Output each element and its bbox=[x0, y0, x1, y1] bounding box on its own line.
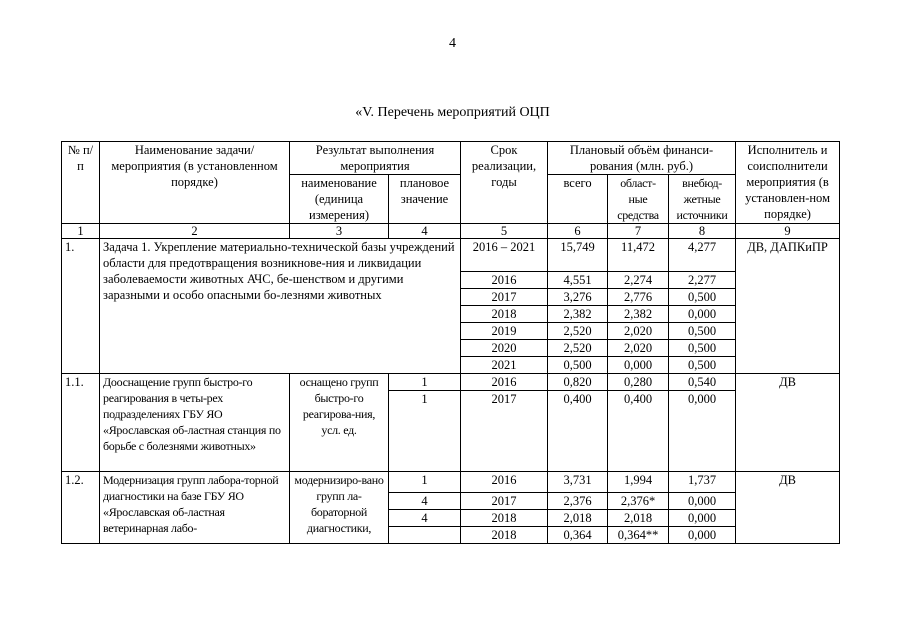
year-cell: 2017 bbox=[461, 493, 548, 510]
regional-cell: 2,020 bbox=[608, 323, 669, 340]
regional-cell: 0,364** bbox=[608, 527, 669, 544]
regional-cell: 2,274 bbox=[608, 272, 669, 289]
year-cell: 2016 bbox=[461, 472, 548, 493]
total-cell: 4,551 bbox=[548, 272, 608, 289]
year-cell: 2019 bbox=[461, 323, 548, 340]
executor-cell: ДВ bbox=[736, 374, 840, 472]
header-result-value: плановое значение bbox=[389, 175, 461, 224]
year-cell: 2018 bbox=[461, 527, 548, 544]
header-extra: внебюд-жетные источники bbox=[669, 175, 736, 224]
year-cell: 2018 bbox=[461, 510, 548, 527]
executor-cell: ДВ, ДАПКиПР bbox=[736, 239, 840, 374]
task-name: Задача 1. Укрепление материально-технической базы учреждений области для предотвращения возникнове-ния и ликвидации заболеваемости животных АЧС, бе-шенством и другими заразными и особо опасными бо-лезнями животных bbox=[100, 239, 461, 374]
total-cell: 0,820 bbox=[548, 374, 608, 391]
total-cell: 0,500 bbox=[548, 357, 608, 374]
measure-name: Дооснащение групп быстро-го реагирования в четы-рех подразделениях ГБУ ЯО «Ярославская об-ластная станция по борьбе с болезнями животных» bbox=[100, 374, 290, 472]
col-number: 4 bbox=[389, 224, 461, 239]
col-number: 8 bbox=[669, 224, 736, 239]
extra-cell: 0,000 bbox=[669, 391, 736, 472]
executor-cell: ДВ bbox=[736, 472, 840, 544]
plan-value-cell: 4 bbox=[389, 493, 461, 510]
plan-value-cell bbox=[389, 527, 461, 544]
regional-cell: 2,376* bbox=[608, 493, 669, 510]
extra-cell: 0,500 bbox=[669, 289, 736, 306]
year-cell: 2018 bbox=[461, 306, 548, 323]
header-executor: Исполнитель и соисполнители мероприятия (в установлен-ном порядке) bbox=[736, 142, 840, 224]
regional-cell: 0,000 bbox=[608, 357, 669, 374]
header-total: всего bbox=[548, 175, 608, 224]
year-cell: 2017 bbox=[461, 289, 548, 306]
regional-cell: 2,020 bbox=[608, 340, 669, 357]
regional-cell: 2,776 bbox=[608, 289, 669, 306]
document-title: «V. Перечень мероприятий ОЦП bbox=[355, 105, 550, 120]
total-cell: 3,731 bbox=[548, 472, 608, 493]
header-term: Срок реализации, годы bbox=[461, 142, 548, 224]
plan-value-cell: 1 bbox=[389, 472, 461, 493]
regional-cell: 2,018 bbox=[608, 510, 669, 527]
col-number: 9 bbox=[736, 224, 840, 239]
total-cell: 15,749 bbox=[548, 239, 608, 272]
page-number: 4 bbox=[449, 36, 456, 51]
extra-cell: 0,000 bbox=[669, 493, 736, 510]
extra-cell: 0,000 bbox=[669, 527, 736, 544]
regional-cell: 1,994 bbox=[608, 472, 669, 493]
year-cell: 2016 bbox=[461, 374, 548, 391]
extra-cell: 1,737 bbox=[669, 472, 736, 493]
header-num: № п/п bbox=[62, 142, 100, 224]
measures-table bbox=[61, 141, 840, 544]
extra-cell: 0,000 bbox=[669, 306, 736, 323]
col-number: 3 bbox=[290, 224, 389, 239]
header-regional: област-ные средства bbox=[608, 175, 669, 224]
total-cell: 3,276 bbox=[548, 289, 608, 306]
total-cell: 0,400 bbox=[548, 391, 608, 472]
measure-name: Модернизация групп лабора-торной диагностики на базе ГБУ ЯО «Ярославская об-ластная ветеринарная лабо- bbox=[100, 472, 290, 544]
task-row bbox=[62, 239, 840, 272]
col-number: 2 bbox=[100, 224, 290, 239]
regional-cell: 2,382 bbox=[608, 306, 669, 323]
year-cell: 2016 bbox=[461, 272, 548, 289]
col-number: 5 bbox=[461, 224, 548, 239]
extra-cell: 0,500 bbox=[669, 323, 736, 340]
total-cell: 2,520 bbox=[548, 340, 608, 357]
measure-num: 1.1. bbox=[62, 374, 100, 472]
header-finance: Плановый объём финанси-рования (млн. руб.) bbox=[548, 142, 736, 175]
col-number: 6 bbox=[548, 224, 608, 239]
regional-cell: 0,280 bbox=[608, 374, 669, 391]
measure-row bbox=[62, 472, 840, 493]
year-cell: 2017 bbox=[461, 391, 548, 472]
extra-cell: 0,500 bbox=[669, 340, 736, 357]
result-name-cell: оснащено групп быстро-го реагирова-ния, усл. ед. bbox=[290, 374, 389, 472]
measure-row bbox=[62, 374, 840, 391]
extra-cell: 0,000 bbox=[669, 510, 736, 527]
result-name-cell: модернизиро-вано групп ла-бораторной диагностики, bbox=[290, 472, 389, 544]
extra-cell: 4,277 bbox=[669, 239, 736, 272]
header-result: Результат выполнения мероприятия bbox=[290, 142, 461, 175]
column-number-row bbox=[62, 224, 840, 239]
total-cell: 2,376 bbox=[548, 493, 608, 510]
year-cell: 2020 bbox=[461, 340, 548, 357]
measure-num: 1.2. bbox=[62, 472, 100, 544]
header-name: Наименование задачи/мероприятия (в установленном порядке) bbox=[100, 142, 290, 224]
year-cell: 2016 – 2021 bbox=[461, 239, 548, 272]
total-cell: 2,018 bbox=[548, 510, 608, 527]
total-cell: 0,364 bbox=[548, 527, 608, 544]
header-result-name: наименование (единица измерения) bbox=[290, 175, 389, 224]
total-cell: 2,520 bbox=[548, 323, 608, 340]
extra-cell: 0,540 bbox=[669, 374, 736, 391]
plan-value-cell: 1 bbox=[389, 391, 461, 472]
regional-cell: 11,472 bbox=[608, 239, 669, 272]
col-number: 7 bbox=[608, 224, 669, 239]
extra-cell: 2,277 bbox=[669, 272, 736, 289]
year-cell: 2021 bbox=[461, 357, 548, 374]
plan-value-cell: 4 bbox=[389, 510, 461, 527]
col-number: 1 bbox=[62, 224, 100, 239]
plan-value-cell: 1 bbox=[389, 374, 461, 391]
task-num: 1. bbox=[62, 239, 100, 374]
total-cell: 2,382 bbox=[548, 306, 608, 323]
extra-cell: 0,500 bbox=[669, 357, 736, 374]
regional-cell: 0,400 bbox=[608, 391, 669, 472]
header-row bbox=[62, 142, 840, 175]
